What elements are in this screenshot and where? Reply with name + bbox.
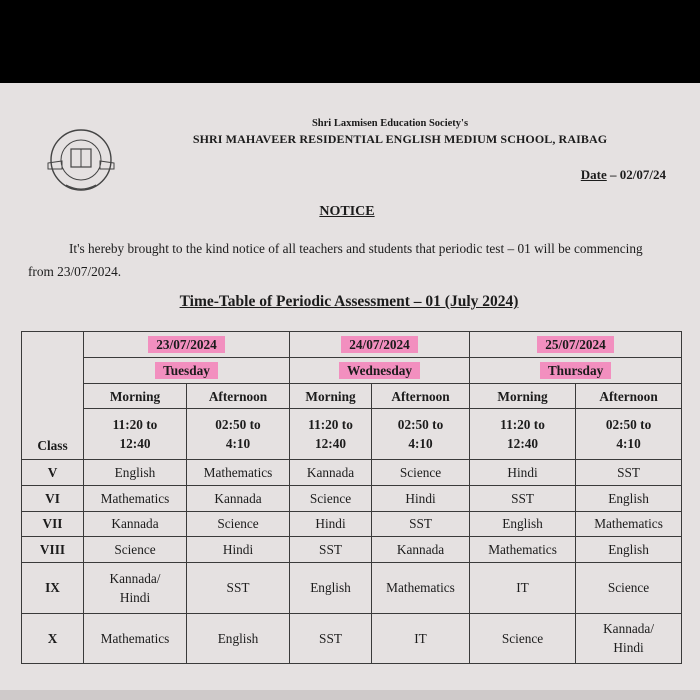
- subject-name: IT: [414, 630, 427, 646]
- subject-name: Mathematics: [100, 490, 170, 506]
- notice-date: [581, 167, 666, 183]
- session-cell: [576, 383, 682, 409]
- subject-cell: [470, 511, 576, 537]
- subject-cell: [290, 485, 372, 511]
- subject-cell: [372, 485, 470, 511]
- timetable: [21, 331, 682, 664]
- subject-name: Kannada: [111, 516, 159, 532]
- subject-name: Mathematics: [386, 580, 455, 596]
- subject-name: Hindi: [222, 542, 254, 558]
- subject-cell: [470, 485, 576, 511]
- subject-cell: [372, 459, 470, 485]
- session-label: Morning: [497, 388, 548, 404]
- subject-cell: [290, 563, 372, 613]
- timing-end: 4:10: [408, 436, 433, 452]
- class-name: V: [47, 464, 58, 480]
- timing-start: 02:50 to: [215, 417, 261, 433]
- subject-name: Science: [501, 630, 544, 646]
- session-cell: [84, 383, 187, 409]
- subject-name: SST: [511, 490, 534, 506]
- subject-name: Kannada: [396, 542, 445, 558]
- subject-cell: [84, 511, 187, 537]
- subject-line: Kannada/: [109, 570, 161, 586]
- notice-title: NOTICE: [319, 204, 375, 219]
- subject-name: English: [217, 630, 259, 646]
- subject-cell: [187, 537, 290, 563]
- timing-end: 4:10: [616, 436, 641, 452]
- class-name: VI: [45, 490, 60, 506]
- subject-name: Science: [217, 516, 259, 532]
- session-cell: [187, 383, 290, 409]
- timing-end: 12:40: [315, 436, 347, 452]
- session-row: [22, 383, 682, 409]
- timing-cell: [576, 409, 682, 459]
- session-cell: [290, 383, 372, 409]
- timing-cell: [84, 409, 187, 459]
- date-label: Date: [580, 167, 607, 182]
- subject-name: Kannada: [214, 490, 262, 506]
- class-cell: [22, 613, 84, 663]
- subject-line: Hindi: [613, 640, 644, 656]
- session-label: Afternoon: [599, 388, 658, 404]
- date-row: [22, 332, 682, 358]
- day-date-cell: [84, 332, 290, 358]
- subject-name: Science: [399, 464, 442, 480]
- day-row: [22, 357, 682, 383]
- subject-name: Kannada: [306, 464, 355, 480]
- subject-cell: [84, 485, 187, 511]
- subject-cell: [290, 459, 372, 485]
- day-name-cell: [470, 357, 682, 383]
- class-row: [22, 537, 682, 563]
- subject-line: Kannada/: [603, 621, 655, 637]
- subject-name: English: [502, 516, 543, 532]
- timing-end: 12:40: [507, 436, 539, 452]
- subject-name: SST: [319, 542, 342, 558]
- timing-start: 02:50 to: [397, 417, 444, 433]
- subject-name: English: [608, 490, 649, 506]
- notice-body: It's hereby brought to the kind notice of all teachers and students that periodic test – 01 will be commencing from 23/07/2024.: [28, 241, 643, 279]
- subject-name: Mathematics: [594, 516, 663, 532]
- subject-cell: [372, 537, 470, 563]
- session-label: Morning: [305, 388, 356, 404]
- day-name: Wednesday: [339, 362, 420, 379]
- subject-name: English: [114, 464, 156, 480]
- session-label: Morning: [109, 388, 161, 404]
- subject-cell: [576, 613, 682, 663]
- subject-cell: [576, 459, 682, 485]
- class-row: [22, 613, 682, 663]
- subject-cell: [187, 563, 290, 613]
- subject-cell: [187, 485, 290, 511]
- subject-name: SST: [617, 464, 640, 480]
- timing-start: 11:20 to: [500, 417, 545, 433]
- class-row: [22, 563, 682, 613]
- timing-start: 02:50 to: [605, 417, 652, 433]
- class-header: Class: [37, 437, 68, 453]
- class-cell: [22, 563, 84, 613]
- subject-cell: [290, 613, 372, 663]
- society-name: Shri Laxmisen Education Society's: [311, 118, 469, 129]
- subject-cell: [576, 563, 682, 613]
- subject-cell: [84, 613, 187, 663]
- subject-cell: [470, 459, 576, 485]
- subject-cell: [470, 563, 576, 613]
- class-row: [22, 459, 682, 485]
- session-label: Afternoon: [391, 388, 450, 404]
- day-date: 25/07/2024: [537, 336, 614, 353]
- subject-name: SST: [409, 516, 432, 532]
- subject-cell: [470, 613, 576, 663]
- class-cell: [22, 485, 84, 511]
- session-label: Afternoon: [208, 388, 268, 404]
- timing-cell: [372, 409, 470, 459]
- subject-cell: [290, 511, 372, 537]
- class-row: [22, 511, 682, 537]
- timing-start: 11:20 to: [308, 417, 353, 433]
- subject-name: Mathematics: [203, 464, 273, 480]
- day-date-cell: [290, 332, 470, 358]
- timing-end: 4:10: [225, 436, 251, 452]
- day-name: Thursday: [540, 362, 611, 379]
- subject-name: English: [608, 542, 649, 558]
- class-cell: [22, 459, 84, 485]
- subject-cell: [187, 459, 290, 485]
- class-header-cell: [22, 332, 84, 460]
- timing-cell: [470, 409, 576, 459]
- day-name-cell: [84, 357, 290, 383]
- subject-cell: [576, 485, 682, 511]
- subject-cell: [187, 613, 290, 663]
- subject-cell: [290, 537, 372, 563]
- day-date: 24/07/2024: [341, 336, 418, 353]
- subject-name: IT: [516, 580, 529, 596]
- subject-name: English: [310, 580, 351, 596]
- class-name: IX: [45, 580, 60, 596]
- subject-cell: [576, 537, 682, 563]
- timing-cell: [187, 409, 290, 459]
- subject-name: Hindi: [507, 464, 538, 480]
- timing-row: [22, 409, 682, 459]
- school-name: SHRI MAHAVEER RESIDENTIAL ENGLISH MEDIUM SCHOOL, RAIBAG: [192, 132, 608, 146]
- subject-name: Mathematics: [100, 630, 170, 646]
- timetable-title: Time-Table of Periodic Assessment – 01 (July 2024): [179, 293, 519, 310]
- paper-bottom-edge: [0, 690, 700, 700]
- day-date: 23/07/2024: [148, 336, 225, 353]
- timing-start: 11:20 to: [112, 417, 158, 433]
- subject-name: Science: [607, 580, 650, 596]
- timing-end: 12:40: [119, 436, 151, 452]
- notice-paper: [0, 83, 700, 700]
- day-name: Tuesday: [155, 362, 218, 379]
- date-value: – 02/07/24: [610, 167, 666, 182]
- session-cell: [470, 383, 576, 409]
- subject-name: SST: [226, 580, 250, 596]
- day-date-cell: [470, 332, 682, 358]
- subject-name: Science: [309, 490, 352, 506]
- subject-name: Science: [114, 542, 156, 558]
- subject-cell: [372, 511, 470, 537]
- subject-name: Mathematics: [488, 542, 557, 558]
- class-row: [22, 485, 682, 511]
- subject-cell: [84, 537, 187, 563]
- subject-name: SST: [319, 630, 342, 646]
- class-cell: [22, 537, 84, 563]
- subject-cell: [470, 537, 576, 563]
- subject-line: Hindi: [119, 589, 151, 605]
- class-name: VIII: [39, 542, 66, 558]
- class-name: X: [47, 630, 58, 646]
- subject-cell: [576, 511, 682, 537]
- subject-cell: [372, 563, 470, 613]
- session-cell: [372, 383, 470, 409]
- timing-cell: [290, 409, 372, 459]
- day-name-cell: [290, 357, 470, 383]
- subject-cell: [372, 613, 470, 663]
- class-name: VII: [42, 516, 63, 532]
- subject-name: Hindi: [315, 516, 346, 532]
- subject-cell: [84, 459, 187, 485]
- subject-cell: [187, 511, 290, 537]
- subject-cell: [84, 563, 187, 613]
- class-cell: [22, 511, 84, 537]
- subject-name: Hindi: [405, 490, 436, 506]
